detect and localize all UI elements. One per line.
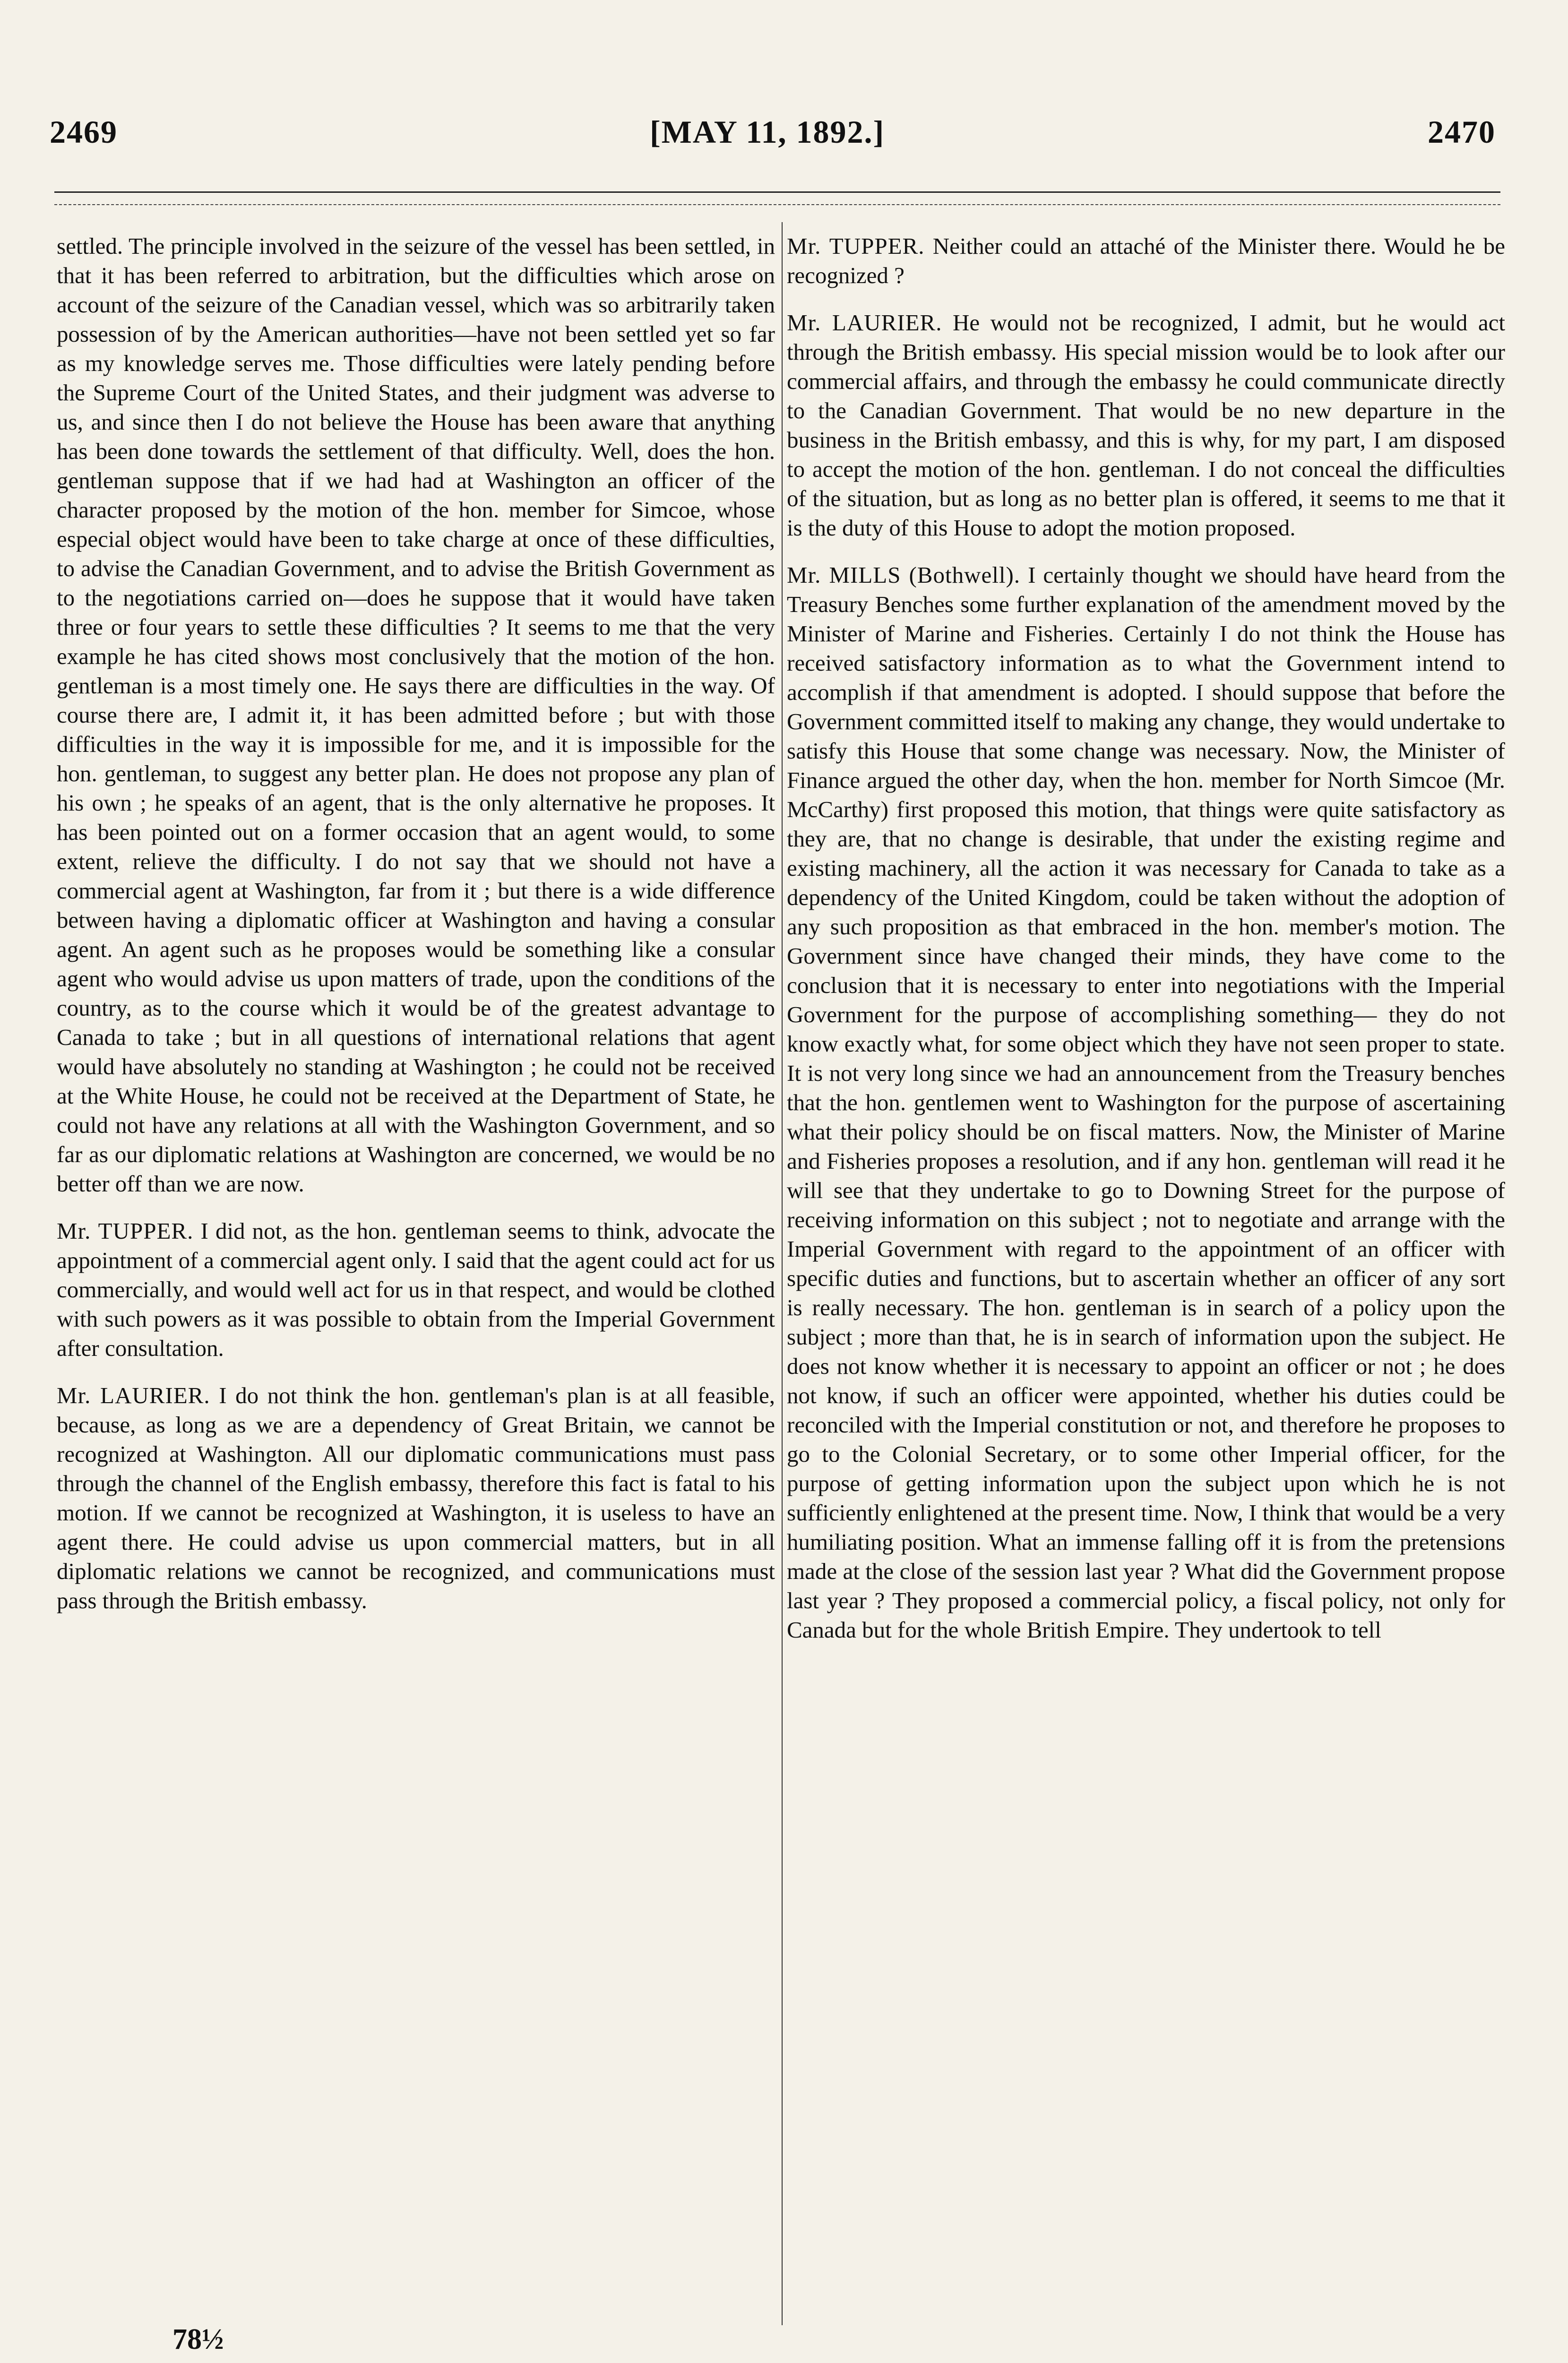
right-column: [787, 232, 1505, 1663]
paragraph-text: settled. The principle involved in the seizure of the vessel has been settled, in that it has been referred to arbitration, but the difficulties which arose on account of the seizure of the Canadian vessel, which was so arbitrarily taken possession of by the American authorities—have not been settled yet so far as my knowledge serves me. Those difficulties were lately pending before the Supreme Court of the United States, and their judgment was adverse to us, and since then I do not believe the House has been aware that anything has been done towards the settlement of that difficulty. Well, does the hon. gentleman suppose that if we had had at Washington an officer of the character proposed by the motion of the hon. member for Simcoe, whose especial object would have been to take charge at once of these difficulties, to advise the Canadian Government, and to advise the British Government as to the negotiations carried on—does he suppose that it would have taken three or four years to settle these difficulties ? It seems to me that the very example he has cited shows most conclusively that the motion of the hon. gentleman is a most timely one. He says there are difficulties in the way. Of course there are, I admit it, it has been admitted before ; but with those difficulties in the way it is impossible for me, and it is impossible for the hon. gentleman, to suggest any better plan. He does not propose any plan of his own ; he speaks of an agent, that is the only alternative he proposes. It has been pointed out on a former occasion that an agent would, to some extent, relieve the difficulty. I do not say that we should not have a commercial agent at Washington, far from it ; but there is a wide difference between having a diplomatic officer at Washington and having a consular agent. An agent such as he proposes would be something like a consular agent who would advise us upon matters of trade, upon the conditions of the country, as to the course which it would be of the greatest advantage to Canada to take ; but in all questions of international relations that agent would have absolutely no standing at Washington ; he could not be received at the White House, he could not be received at the Department of State, he could not have any relations at all with the Washington Government, and so far as our diplomatic relations at Washington are concerned, we would be no better off than we are now.: [57, 233, 775, 1197]
speech-text: I certainly thought we should have heard from the Treasury Benches some further explanation of the amendment moved by the Minister of Marine and Fisheries. Certainly I do not think the House has received satisfactory information as to what the Government intend to accomplish if that amendment is adopted. I should suppose that before the Government committed itself to making any change, they would undertake to satisfy this House that some change was necessary. Now, the Minister of Finance argued the other day, when the hon. member for North Simcoe (Mr. McCarthy) first proposed this motion, that things were quite satisfactory as they are, that no change is desirable, that under the existing regime and existing machinery, all the action it was necessary for Canada to take as a dependency of the United Kingdom, could be taken without the adoption of any such proposition as that embraced in the hon. member's motion. The Government since have changed their minds, they have come to the conclusion that it is necessary to enter into negotiations with the Imperial Government for the purpose of accomplishing something— they do not know exactly what, for some object which they have not seen proper to state. It is not very long since we had an announcement from the Treasury benches that the hon. gentlemen went to Washington for the purpose of ascertaining what their policy should be on fiscal matters. Now, the Minister of Marine and Fisheries proposes a resolution, and if any hon. gentleman will read it he will see that they undertake to go to Downing Street for the purpose of receiving information on this subject ; not to negotiate and arrange with the Imperial Government with regard to the appointment of an officer with specific duties and functions, but to ascertain whether an officer of any sort is really necessary. The hon. gentleman is in search of a policy upon the subject ; more than that, he is in search of information upon the subject. He does not know whether it is necessary to appoint an officer or not ; he does not know, if such an officer were appointed, whether his duties could be reconciled with the Imperial constitution or not, and therefore he proposes to go to the Colonial Secretary, or to some other Imperial officer, for the purpose of getting information upon the subject upon which he is not sufficiently enlightened at the present time. Now, I think that would be a very humiliating position. What an immense falling off it is from the pretensions made at the close of the session last year ? What did the Government propose last year ? They proposed a commercial policy, a fiscal policy, not only for Canada but for the whole British Empire. They undertook to tell: [787, 562, 1505, 1643]
page-header: [50, 113, 1496, 170]
speech-tupper: [57, 1216, 775, 1363]
speaker-name: Mr. MILLS (Bothwell).: [787, 562, 1021, 588]
speech-mills: [787, 561, 1505, 1645]
speech-text: I did not, as the hon. gentleman seems to think, advocate the appointment of a commercial agent only. I said that the agent could act for us commercially, and would well act for us in that respect, and would be clothed with such powers as it was possible to obtain from the Imperial Government after consultation.: [57, 1218, 775, 1361]
speech-text: I do not think the hon. gentleman's plan is at all feasible, because, as long as we are a dependency of Great Britain, we cannot be recognized at Washington. All our diplomatic communications must pass through the channel of the English embassy, therefore this fact is fatal to his motion. If we cannot be recognized at Washington, it is useless to have an agent there. He could advise us upon commercial matters, but in all diplomatic relations we cannot be recognized, and communications must pass through the British embassy.: [57, 1382, 775, 1613]
speech-text: Neither could an attaché of the Minister there. Would he be recognized ?: [787, 233, 1506, 288]
column-divider: [782, 222, 783, 2325]
speaker-name: Mr. TUPPER.: [57, 1218, 194, 1244]
speech-laurier: [57, 1381, 775, 1615]
left-column: [57, 232, 775, 1633]
signature-mark: 78½: [172, 2323, 224, 2355]
speech-laurier: [787, 308, 1505, 543]
speaker-name: Mr. LAURIER.: [787, 310, 942, 336]
header-rule: [54, 191, 1500, 193]
speaker-name: Mr. TUPPER.: [787, 233, 925, 259]
speech-text: He would not be recognized, I admit, but he would act through the British embassy. His special mission would be to look after our commercial affairs, and through the embassy he could communicate directly to the Canadian Government. That would be no new departure in the business in the British embassy, and this is why, for my part, I am disposed to accept the motion of the hon. gentleman. I do not conceal the difficulties of the situation, but as long as no better plan is offered, it seems to me that it is the duty of this House to adopt the motion proposed.: [787, 310, 1506, 541]
speech-tupper: [787, 232, 1505, 290]
paragraph-continued: [57, 232, 775, 1199]
header-rule-secondary: [54, 204, 1500, 205]
session-date: [MAY 11, 1892.]: [650, 114, 885, 150]
speaker-name: Mr. LAURIER.: [57, 1382, 210, 1408]
left-page-number: 2469: [50, 114, 118, 150]
right-page-number: 2470: [1428, 114, 1496, 150]
